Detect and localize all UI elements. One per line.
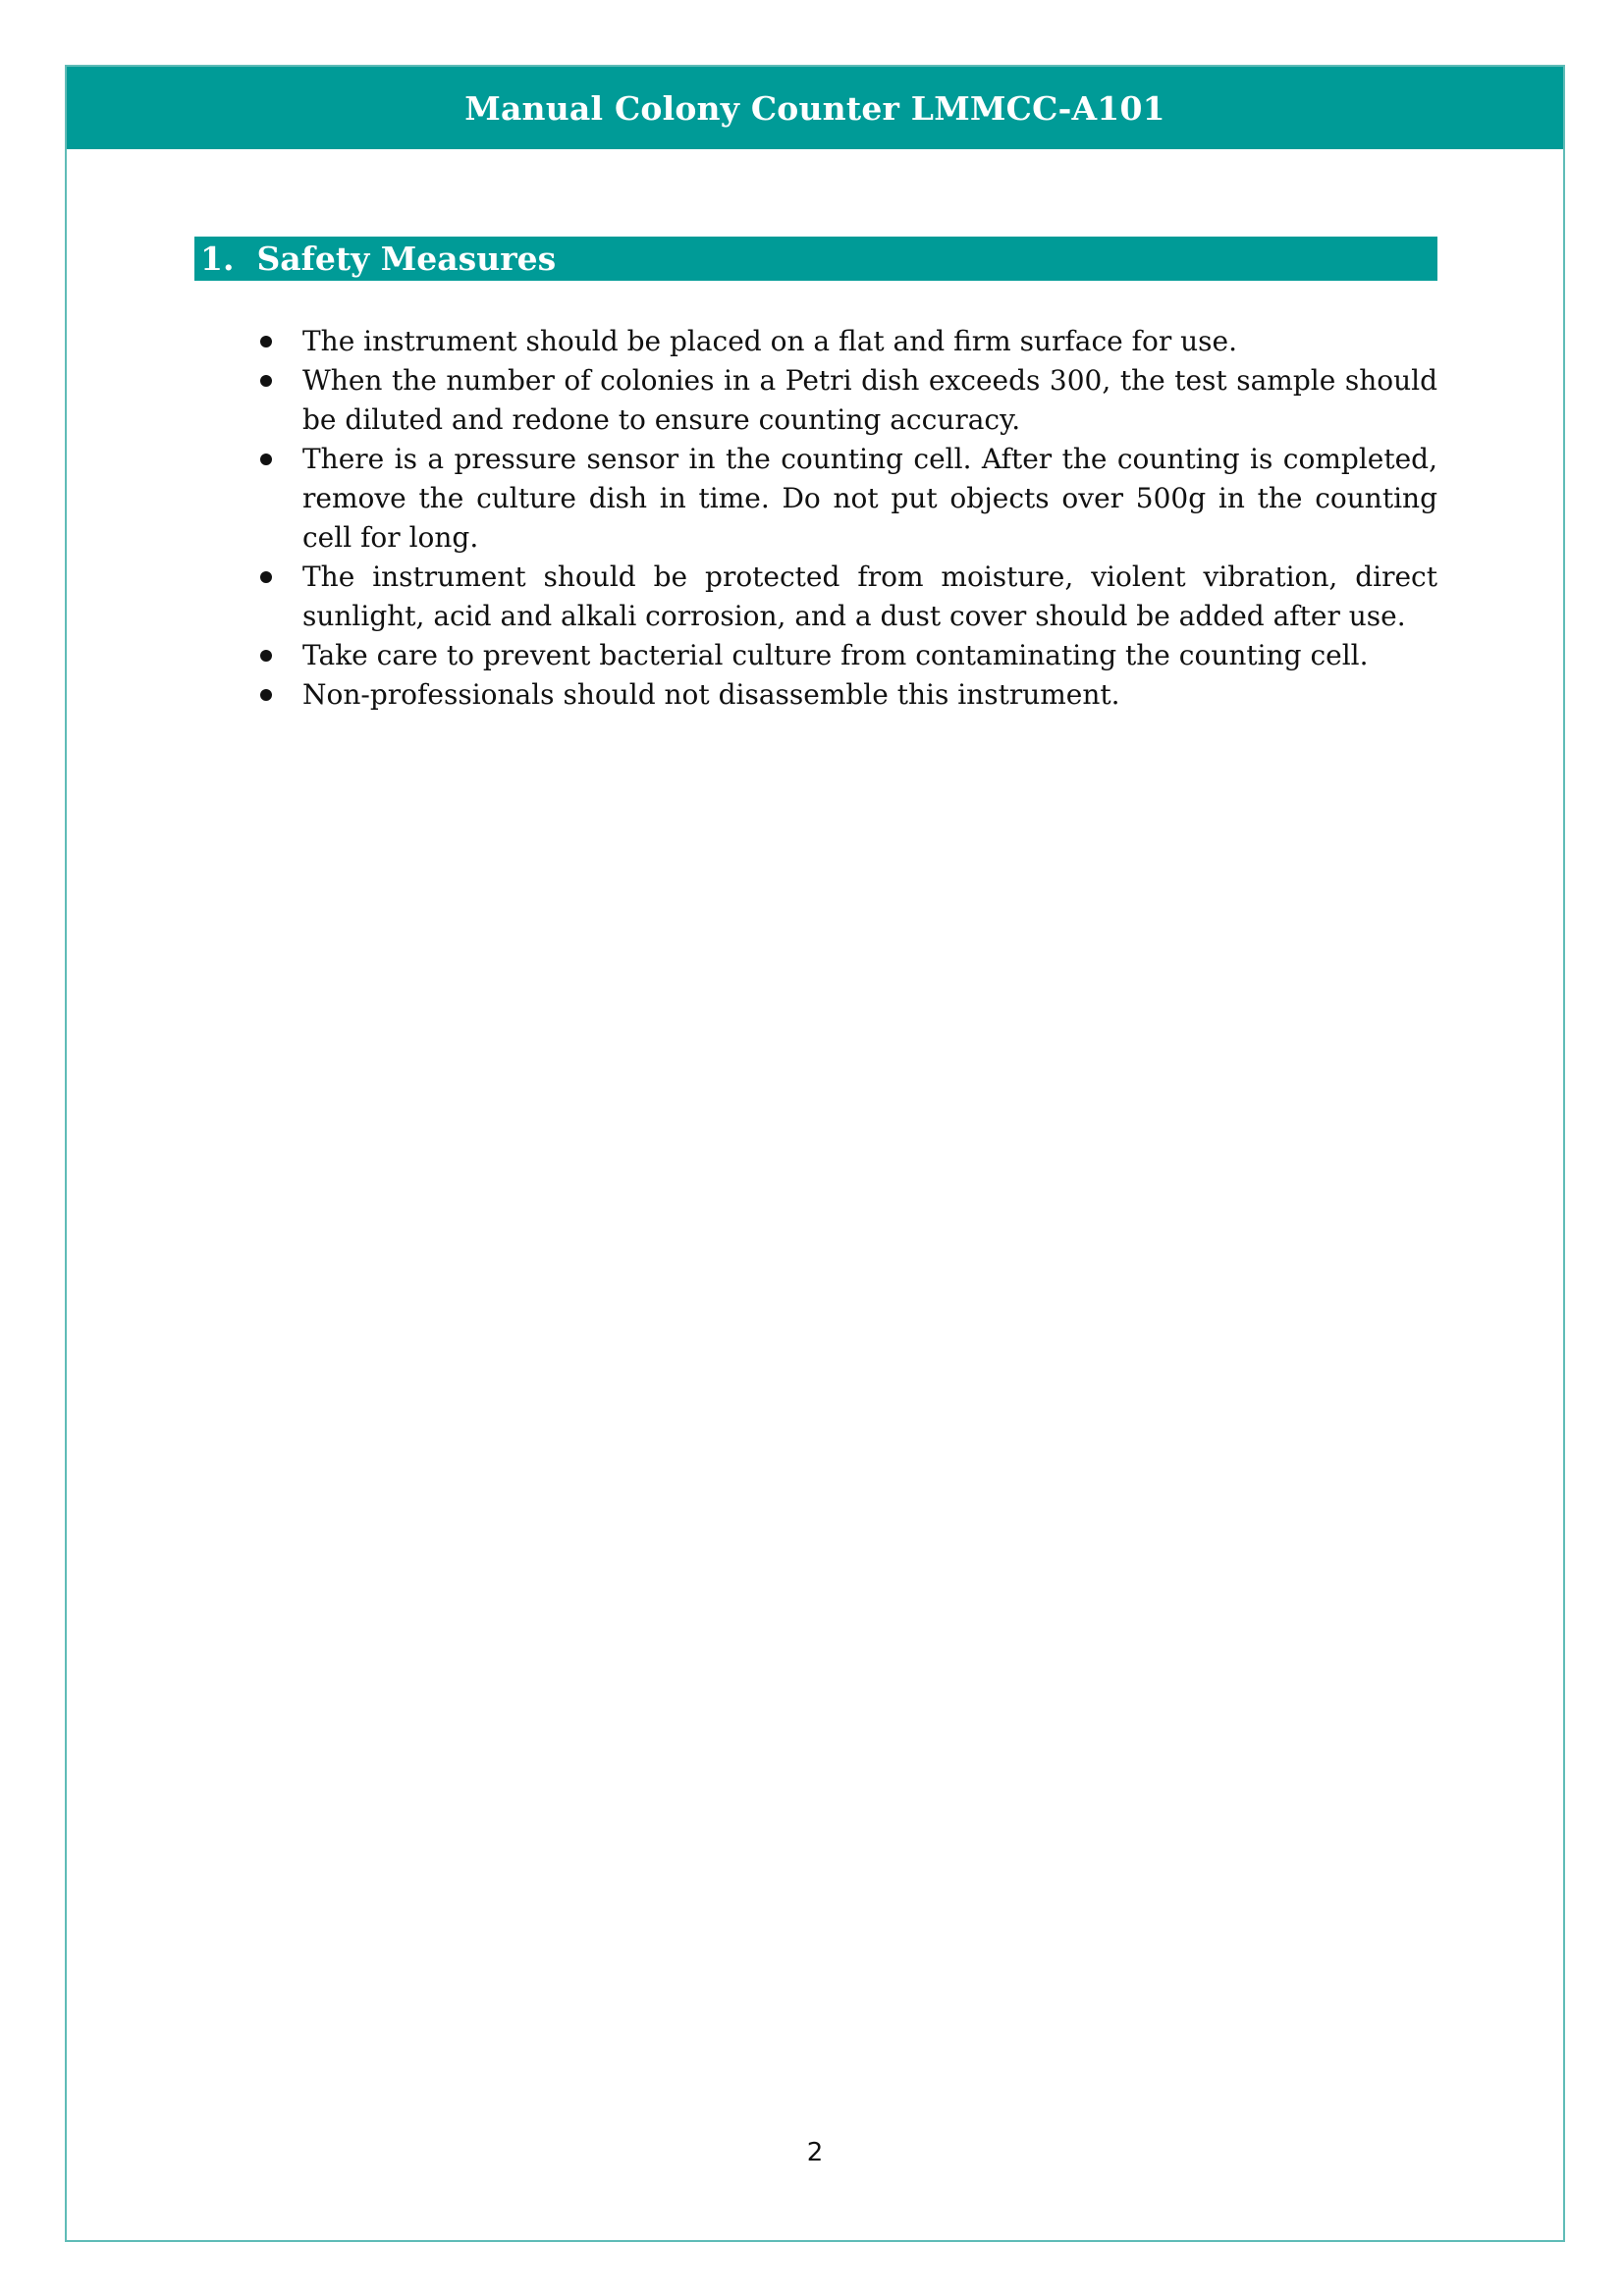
list-item	[302, 361, 1437, 440]
page-frame	[65, 65, 1565, 2242]
section-title: Safety Measures	[256, 240, 557, 278]
header-bar	[67, 67, 1563, 149]
bullet-icon	[260, 689, 272, 701]
list-item	[302, 558, 1437, 636]
list-item	[302, 636, 1437, 675]
list-item-text: When the number of colonies in a Petri dish exceeds 300, the test sample should be diluted and redone to ensure counting accuracy.	[302, 364, 1437, 436]
section-heading	[194, 240, 556, 278]
safety-measures-list	[302, 322, 1437, 715]
bullet-icon	[260, 336, 272, 347]
section-heading-bar	[194, 237, 1437, 281]
page-number: 2	[806, 2138, 824, 2167]
section-number: 1.	[200, 240, 235, 278]
bullet-icon	[260, 650, 272, 662]
list-item	[302, 440, 1437, 558]
list-item-text: The instrument should be placed on a flat and firm surface for use.	[302, 325, 1237, 357]
list-item-text: There is a pressure sensor in the counting cell. After the counting is completed, remove the culture dish in time. Do not put objects over 500g in the counting cell for long.	[302, 443, 1437, 554]
list-item-text: Take care to prevent bacterial culture from contaminating the counting cell.	[302, 639, 1369, 671]
list-item	[302, 675, 1437, 715]
list-item-text: The instrument should be protected from moisture, violent vibration, direct sunlight, acid and alkali corrosion, and a dust cover should be added after use.	[302, 561, 1437, 632]
list-item-text: Non-professionals should not disassemble this instrument.	[302, 678, 1120, 711]
document-title: Manual Colony Counter LMMCC-A101	[464, 88, 1165, 128]
bullet-icon	[260, 571, 272, 583]
list-item	[302, 322, 1437, 361]
bullet-icon	[260, 454, 272, 465]
bullet-icon	[260, 375, 272, 387]
